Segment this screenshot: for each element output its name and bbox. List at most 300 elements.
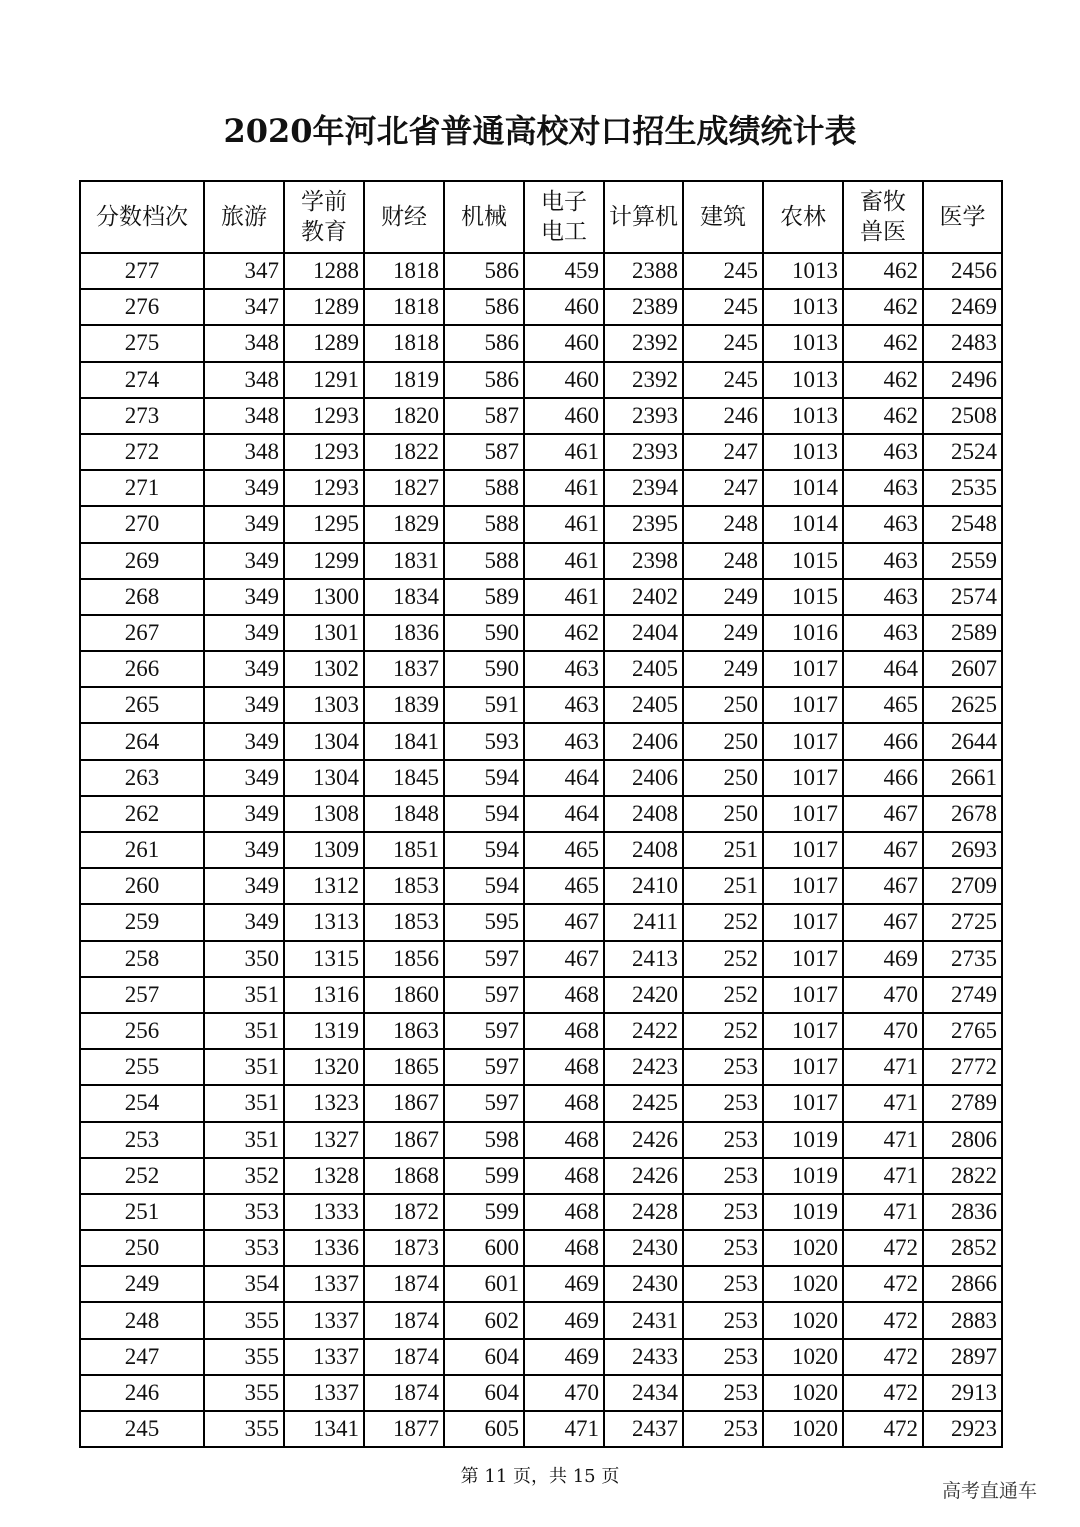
score-cell: 259 [80,904,204,940]
rank-cell: 245 [683,289,763,325]
table-row [80,1411,1002,1447]
rank-cell: 1309 [284,832,364,868]
rank-cell: 1829 [364,506,444,542]
rank-cell: 1301 [284,615,364,651]
table-row [80,1122,1002,1158]
rank-cell: 2836 [923,1194,1002,1230]
rank-cell: 2749 [923,977,1002,1013]
rank-cell: 1013 [763,325,843,361]
rank-cell: 471 [843,1085,923,1121]
column-header [683,181,763,253]
rank-cell: 348 [204,362,284,398]
table-row [80,398,1002,434]
rank-cell: 2413 [604,941,683,977]
score-cell: 275 [80,325,204,361]
rank-cell: 2822 [923,1158,1002,1194]
rank-cell: 1304 [284,723,364,759]
rank-cell: 355 [204,1302,284,1338]
rank-cell: 471 [843,1158,923,1194]
rank-cell: 461 [524,470,604,506]
page-title: 2020年河北省普通高校对口招生成绩统计表 [223,112,857,150]
table-row [80,470,1002,506]
score-cell: 245 [80,1411,204,1447]
rank-cell: 466 [843,723,923,759]
table-row [80,977,1002,1013]
rank-cell: 2496 [923,362,1002,398]
rank-cell: 1851 [364,832,444,868]
column-header [80,181,204,253]
page-number: 第 11 页，共 15 页 [460,1466,620,1487]
rank-cell: 1017 [763,1049,843,1085]
rank-cell: 252 [683,904,763,940]
rank-cell: 462 [843,325,923,361]
rank-cell: 594 [444,760,524,796]
rank-cell: 1877 [364,1411,444,1447]
rank-cell: 2420 [604,977,683,1013]
score-cell: 266 [80,651,204,687]
rank-cell: 2735 [923,941,1002,977]
score-cell: 256 [80,1013,204,1049]
rank-cell: 2625 [923,687,1002,723]
rank-cell: 2398 [604,543,683,579]
rank-cell: 599 [444,1158,524,1194]
rank-cell: 468 [524,1049,604,1085]
column-header [284,181,364,253]
table-row [80,687,1002,723]
rank-cell: 2607 [923,651,1002,687]
rank-cell: 587 [444,434,524,470]
rank-cell: 2469 [923,289,1002,325]
rank-cell: 1020 [763,1230,843,1266]
rank-cell: 253 [683,1339,763,1375]
rank-cell: 2422 [604,1013,683,1049]
rank-cell: 1017 [763,1013,843,1049]
table-row [80,325,1002,361]
score-cell: 263 [80,760,204,796]
rank-cell: 1303 [284,687,364,723]
rank-cell: 2725 [923,904,1002,940]
rank-cell: 250 [683,760,763,796]
rank-cell: 2430 [604,1266,683,1302]
rank-cell: 1013 [763,398,843,434]
rank-cell: 1015 [763,579,843,615]
score-cell: 277 [80,253,204,289]
column-header-text: 医学 [939,204,986,230]
table-row [80,1230,1002,1266]
rank-cell: 253 [683,1158,763,1194]
rank-cell: 253 [683,1049,763,1085]
rank-cell: 2535 [923,470,1002,506]
score-cell: 255 [80,1049,204,1085]
rank-cell: 1337 [284,1302,364,1338]
rank-cell: 1017 [763,904,843,940]
rank-cell: 468 [524,1158,604,1194]
column-header-text: 农林 [780,204,826,230]
rank-cell: 604 [444,1375,524,1411]
score-cell: 258 [80,941,204,977]
rank-cell: 595 [444,904,524,940]
table-row [80,760,1002,796]
rank-cell: 2456 [923,253,1002,289]
score-cell: 251 [80,1194,204,1230]
rank-cell: 463 [843,615,923,651]
rank-cell: 252 [683,941,763,977]
rank-cell: 598 [444,1122,524,1158]
rank-cell: 1874 [364,1266,444,1302]
rank-cell: 594 [444,796,524,832]
rank-cell: 472 [843,1266,923,1302]
rank-cell: 459 [524,253,604,289]
rank-cell: 1337 [284,1266,364,1302]
rank-cell: 1860 [364,977,444,1013]
score-cell: 273 [80,398,204,434]
table-row [80,1375,1002,1411]
rank-cell: 347 [204,289,284,325]
rank-cell: 349 [204,470,284,506]
column-header-text: 电子 [541,189,587,215]
rank-cell: 1019 [763,1122,843,1158]
rank-cell: 2393 [604,398,683,434]
rank-cell: 1818 [364,253,444,289]
rank-cell: 1333 [284,1194,364,1230]
rank-cell: 1020 [763,1339,843,1375]
rank-cell: 471 [524,1411,604,1447]
column-header-text: 计算机 [609,204,678,230]
rank-cell: 349 [204,796,284,832]
rank-cell: 249 [683,579,763,615]
rank-cell: 2410 [604,868,683,904]
rank-cell: 463 [524,687,604,723]
rank-cell: 468 [524,1194,604,1230]
rank-cell: 2559 [923,543,1002,579]
score-table [79,180,1003,1448]
rank-cell: 2430 [604,1230,683,1266]
rank-cell: 1013 [763,362,843,398]
table-row [80,1158,1002,1194]
rank-cell: 463 [524,651,604,687]
rank-cell: 2405 [604,651,683,687]
rank-cell: 599 [444,1194,524,1230]
rank-cell: 253 [683,1411,763,1447]
rank-cell: 471 [843,1049,923,1085]
table-row [80,1049,1002,1085]
table-header-row [80,181,1002,253]
rank-cell: 467 [524,941,604,977]
rank-cell: 2423 [604,1049,683,1085]
rank-cell: 470 [524,1375,604,1411]
table-row [80,289,1002,325]
rank-cell: 2437 [604,1411,683,1447]
rank-cell: 349 [204,687,284,723]
rank-cell: 2789 [923,1085,1002,1121]
column-header-text: 学前 [301,189,347,215]
rank-cell: 463 [843,470,923,506]
rank-cell: 1834 [364,579,444,615]
rank-cell: 605 [444,1411,524,1447]
rank-cell: 461 [524,543,604,579]
rank-cell: 352 [204,1158,284,1194]
rank-cell: 2772 [923,1049,1002,1085]
rank-cell: 248 [683,543,763,579]
rank-cell: 1288 [284,253,364,289]
rank-cell: 253 [683,1085,763,1121]
rank-cell: 586 [444,253,524,289]
table-row [80,506,1002,542]
rank-cell: 1323 [284,1085,364,1121]
rank-cell: 1872 [364,1194,444,1230]
rank-cell: 1873 [364,1230,444,1266]
rank-cell: 2508 [923,398,1002,434]
table-row [80,1085,1002,1121]
column-header [843,181,923,253]
rank-cell: 1867 [364,1085,444,1121]
table-row [80,868,1002,904]
table-row [80,941,1002,977]
rank-cell: 1312 [284,868,364,904]
rank-cell: 1837 [364,651,444,687]
rank-cell: 1841 [364,723,444,759]
rank-cell: 1015 [763,543,843,579]
rank-cell: 251 [683,868,763,904]
rank-cell: 464 [524,760,604,796]
rank-cell: 463 [843,506,923,542]
rank-cell: 472 [843,1230,923,1266]
rank-cell: 1827 [364,470,444,506]
table-row [80,579,1002,615]
rank-cell: 249 [683,615,763,651]
rank-cell: 590 [444,615,524,651]
rank-cell: 2806 [923,1122,1002,1158]
rank-cell: 1839 [364,687,444,723]
rank-cell: 2395 [604,506,683,542]
rank-cell: 590 [444,651,524,687]
rank-cell: 463 [843,434,923,470]
column-header-text: 畜牧 [860,189,906,215]
rank-cell: 1818 [364,289,444,325]
rank-cell: 1013 [763,253,843,289]
score-cell: 246 [80,1375,204,1411]
rank-cell: 1299 [284,543,364,579]
rank-cell: 253 [683,1194,763,1230]
rank-cell: 2644 [923,723,1002,759]
rank-cell: 1853 [364,868,444,904]
score-cell: 253 [80,1122,204,1158]
rank-cell: 468 [524,1122,604,1158]
score-cell: 250 [80,1230,204,1266]
rank-cell: 600 [444,1230,524,1266]
rank-cell: 351 [204,977,284,1013]
rank-cell: 349 [204,904,284,940]
rank-cell: 1013 [763,434,843,470]
rank-cell: 2392 [604,325,683,361]
column-header-text: 建筑 [700,204,746,230]
rank-cell: 1327 [284,1122,364,1158]
rank-cell: 2433 [604,1339,683,1375]
rank-cell: 349 [204,506,284,542]
score-cell: 248 [80,1302,204,1338]
rank-cell: 1017 [763,760,843,796]
rank-cell: 1863 [364,1013,444,1049]
rank-cell: 1020 [763,1375,843,1411]
column-header [444,181,524,253]
rank-cell: 467 [843,868,923,904]
rank-cell: 1289 [284,289,364,325]
rank-cell: 461 [524,579,604,615]
rank-cell: 597 [444,1013,524,1049]
rank-cell: 2913 [923,1375,1002,1411]
score-cell: 254 [80,1085,204,1121]
rank-cell: 587 [444,398,524,434]
rank-cell: 348 [204,398,284,434]
rank-cell: 470 [843,1013,923,1049]
score-cell: 249 [80,1266,204,1302]
rank-cell: 461 [524,506,604,542]
rank-cell: 593 [444,723,524,759]
rank-cell: 253 [683,1122,763,1158]
rank-cell: 469 [843,941,923,977]
rank-cell: 2897 [923,1339,1002,1375]
rank-cell: 2693 [923,832,1002,868]
rank-cell: 1291 [284,362,364,398]
rank-cell: 349 [204,723,284,759]
score-cell: 261 [80,832,204,868]
rank-cell: 2709 [923,868,1002,904]
rank-cell: 253 [683,1266,763,1302]
score-cell: 271 [80,470,204,506]
rank-cell: 468 [524,977,604,1013]
rank-cell: 1336 [284,1230,364,1266]
rank-cell: 1315 [284,941,364,977]
column-header-text: 财经 [381,204,427,230]
rank-cell: 348 [204,434,284,470]
rank-cell: 470 [843,977,923,1013]
rank-cell: 349 [204,760,284,796]
column-header-text: 机械 [461,204,507,230]
rank-cell: 247 [683,470,763,506]
rank-cell: 2426 [604,1122,683,1158]
rank-cell: 247 [683,434,763,470]
rank-cell: 472 [843,1339,923,1375]
rank-cell: 1017 [763,651,843,687]
rank-cell: 1304 [284,760,364,796]
rank-cell: 1017 [763,941,843,977]
rank-cell: 467 [843,904,923,940]
rank-cell: 1289 [284,325,364,361]
rank-cell: 1020 [763,1266,843,1302]
table-row [80,1302,1002,1338]
score-cell: 264 [80,723,204,759]
brand-label: 高考直通车 [942,1480,1038,1502]
rank-cell: 2408 [604,832,683,868]
rank-cell: 462 [843,253,923,289]
rank-cell: 460 [524,325,604,361]
rank-cell: 355 [204,1339,284,1375]
column-header-text: 教育 [301,219,347,245]
rank-cell: 604 [444,1339,524,1375]
rank-cell: 246 [683,398,763,434]
rank-cell: 1313 [284,904,364,940]
rank-cell: 351 [204,1122,284,1158]
table-row [80,362,1002,398]
rank-cell: 1819 [364,362,444,398]
table-row [80,615,1002,651]
rank-cell: 594 [444,832,524,868]
rank-cell: 2408 [604,796,683,832]
score-cell: 252 [80,1158,204,1194]
rank-cell: 471 [843,1194,923,1230]
rank-cell: 469 [524,1302,604,1338]
rank-cell: 349 [204,615,284,651]
score-cell: 267 [80,615,204,651]
column-header-text: 分数档次 [96,204,188,230]
rank-cell: 355 [204,1411,284,1447]
rank-cell: 2678 [923,796,1002,832]
rank-cell: 353 [204,1194,284,1230]
rank-cell: 463 [843,543,923,579]
rank-cell: 2661 [923,760,1002,796]
rank-cell: 1316 [284,977,364,1013]
rank-cell: 351 [204,1049,284,1085]
rank-cell: 2434 [604,1375,683,1411]
table-row [80,723,1002,759]
rank-cell: 351 [204,1085,284,1121]
rank-cell: 1337 [284,1375,364,1411]
rank-cell: 1017 [763,868,843,904]
rank-cell: 464 [524,796,604,832]
rank-cell: 471 [843,1122,923,1158]
rank-cell: 1818 [364,325,444,361]
rank-cell: 350 [204,941,284,977]
rank-cell: 2426 [604,1158,683,1194]
rank-cell: 1845 [364,760,444,796]
rank-cell: 251 [683,832,763,868]
rank-cell: 1014 [763,506,843,542]
rank-cell: 465 [524,832,604,868]
rank-cell: 249 [683,651,763,687]
rank-cell: 1820 [364,398,444,434]
rank-cell: 468 [524,1085,604,1121]
rank-cell: 349 [204,868,284,904]
rank-cell: 1836 [364,615,444,651]
table-row [80,543,1002,579]
rank-cell: 1293 [284,470,364,506]
rank-cell: 461 [524,434,604,470]
rank-cell: 253 [683,1375,763,1411]
rank-cell: 1020 [763,1411,843,1447]
score-cell: 270 [80,506,204,542]
rank-cell: 248 [683,506,763,542]
score-cell: 274 [80,362,204,398]
table-row [80,1339,1002,1375]
rank-cell: 588 [444,543,524,579]
rank-cell: 2411 [604,904,683,940]
rank-cell: 1848 [364,796,444,832]
rank-cell: 463 [524,723,604,759]
table-row [80,1194,1002,1230]
rank-cell: 586 [444,325,524,361]
rank-cell: 462 [843,398,923,434]
rank-cell: 2406 [604,723,683,759]
table-row [80,796,1002,832]
rank-cell: 353 [204,1230,284,1266]
rank-cell: 460 [524,362,604,398]
table-row [80,904,1002,940]
rank-cell: 464 [843,651,923,687]
rank-cell: 2765 [923,1013,1002,1049]
rank-cell: 1016 [763,615,843,651]
score-cell: 257 [80,977,204,1013]
rank-cell: 1874 [364,1375,444,1411]
